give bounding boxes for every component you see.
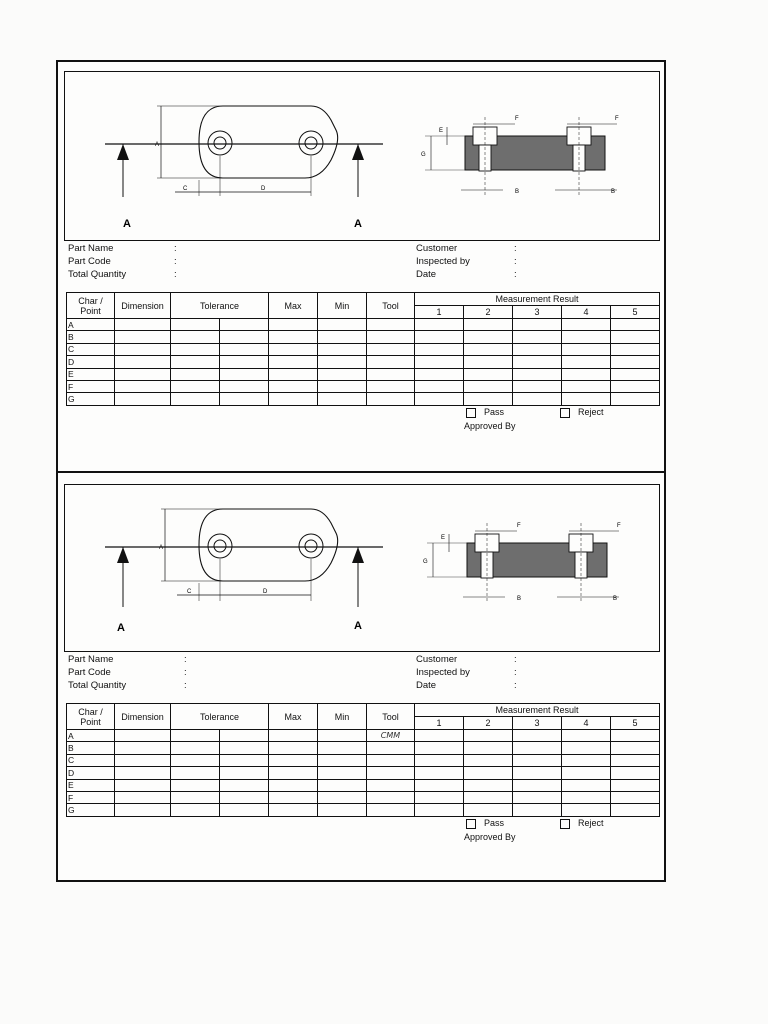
- part-drawing-1: [64, 71, 660, 241]
- header-result-3: 3: [513, 306, 562, 319]
- customer-colon: :: [514, 243, 517, 254]
- header-tool: Tool: [367, 704, 415, 730]
- pass-checkbox[interactable]: [466, 408, 476, 418]
- result-cell[interactable]: [415, 380, 464, 392]
- customer-label: Customer: [416, 654, 458, 665]
- reject-label: Reject: [578, 818, 604, 828]
- dim-label-f-1: F: [517, 523, 521, 529]
- dimension-cell[interactable]: [115, 356, 171, 368]
- result-cell[interactable]: [415, 742, 464, 754]
- result-cell[interactable]: [415, 754, 464, 766]
- tool-cell[interactable]: CMM: [367, 730, 415, 742]
- min-cell[interactable]: [318, 767, 367, 779]
- dim-label-e: E: [441, 535, 446, 541]
- dimension-cell[interactable]: [115, 380, 171, 392]
- point-cell: B: [67, 331, 115, 343]
- tolerance-cell[interactable]: [220, 804, 269, 816]
- pass-label: Pass: [484, 818, 505, 828]
- min-cell[interactable]: [318, 393, 367, 405]
- part-code-label: Part Code: [68, 667, 111, 678]
- result-cell[interactable]: [513, 767, 562, 779]
- result-cell[interactable]: [562, 767, 611, 779]
- result-cell[interactable]: [464, 331, 513, 343]
- date-colon: :: [514, 269, 517, 280]
- result-cell[interactable]: [611, 368, 660, 380]
- tool-cell[interactable]: [367, 742, 415, 754]
- dim-label-a: A: [155, 142, 160, 148]
- inspected-by-colon: :: [514, 667, 517, 678]
- result-cell[interactable]: [562, 393, 611, 405]
- total-quantity-label: Total Quantity: [68, 269, 127, 280]
- pass-checkbox[interactable]: [466, 819, 476, 829]
- max-cell[interactable]: [269, 331, 318, 343]
- tool-cell[interactable]: [367, 368, 415, 380]
- customer-label: Customer: [416, 243, 458, 254]
- customer-colon: :: [514, 654, 517, 665]
- header-char-point: Char / Point: [67, 704, 115, 730]
- result-cell[interactable]: [415, 356, 464, 368]
- result-cell[interactable]: [611, 380, 660, 392]
- min-cell[interactable]: [318, 380, 367, 392]
- tool-cell[interactable]: [367, 380, 415, 392]
- tool-cell[interactable]: [367, 356, 415, 368]
- decision-area-2: [466, 818, 626, 848]
- tool-cell[interactable]: [367, 343, 415, 355]
- min-cell[interactable]: [318, 343, 367, 355]
- result-cell[interactable]: [513, 393, 562, 405]
- min-cell[interactable]: [318, 331, 367, 343]
- result-cell[interactable]: [562, 730, 611, 742]
- section-mark-left: A: [123, 218, 131, 230]
- tolerance-cell[interactable]: [171, 393, 220, 405]
- drawing-svg-1: [65, 72, 661, 242]
- point-cell: D: [67, 767, 115, 779]
- min-cell[interactable]: [318, 791, 367, 803]
- approved-by-label: Approved By: [464, 832, 516, 842]
- dimension-cell[interactable]: [115, 368, 171, 380]
- result-cell[interactable]: [611, 767, 660, 779]
- result-cell[interactable]: [611, 779, 660, 791]
- part-info-left-2: [68, 653, 368, 695]
- result-cell[interactable]: [415, 730, 464, 742]
- result-cell[interactable]: [562, 791, 611, 803]
- tolerance-cell[interactable]: [171, 767, 220, 779]
- result-cell[interactable]: [611, 393, 660, 405]
- min-cell[interactable]: [318, 742, 367, 754]
- tolerance-cell[interactable]: [220, 356, 269, 368]
- total-quantity-colon: :: [184, 680, 187, 691]
- section-mark-right: A: [354, 620, 362, 632]
- point-cell: E: [67, 368, 115, 380]
- header-result-2: 2: [464, 306, 513, 319]
- tolerance-cell[interactable]: [171, 779, 220, 791]
- dim-label-g: G: [421, 152, 426, 158]
- tolerance-cell[interactable]: [220, 791, 269, 803]
- max-cell[interactable]: [269, 742, 318, 754]
- result-cell[interactable]: [513, 730, 562, 742]
- point-cell: F: [67, 791, 115, 803]
- reject-checkbox[interactable]: [560, 819, 570, 829]
- table-row: [67, 319, 660, 331]
- part-drawing-2: [64, 484, 660, 652]
- header-tolerance: Tolerance: [171, 704, 269, 730]
- result-cell[interactable]: [464, 393, 513, 405]
- result-cell[interactable]: [562, 331, 611, 343]
- result-cell[interactable]: [611, 343, 660, 355]
- decision-area-1: [466, 407, 626, 437]
- section-mark-left: A: [117, 622, 125, 634]
- point-cell: F: [67, 380, 115, 392]
- min-cell[interactable]: [318, 754, 367, 766]
- header-result-5: 5: [611, 306, 660, 319]
- point-cell: E: [67, 779, 115, 791]
- date-label: Date: [416, 680, 437, 691]
- tool-cell[interactable]: [367, 331, 415, 343]
- point-cell: C: [67, 343, 115, 355]
- total-quantity-colon: :: [174, 269, 177, 280]
- date-colon: :: [514, 680, 517, 691]
- header-min: Min: [318, 704, 367, 730]
- result-cell[interactable]: [562, 343, 611, 355]
- table-row: [67, 779, 660, 791]
- header-result-4: 4: [562, 306, 611, 319]
- point-cell: C: [67, 754, 115, 766]
- tool-cell[interactable]: [367, 319, 415, 331]
- max-cell[interactable]: [269, 730, 318, 742]
- min-cell[interactable]: [318, 804, 367, 816]
- result-cell[interactable]: [513, 356, 562, 368]
- tolerance-cell[interactable]: [171, 742, 220, 754]
- inspected-by-label: Inspected by: [416, 256, 470, 267]
- point-cell: G: [67, 804, 115, 816]
- header-result-5: 5: [611, 717, 660, 730]
- tolerance-cell[interactable]: [220, 343, 269, 355]
- total-quantity-label: Total Quantity: [68, 680, 127, 691]
- result-cell[interactable]: [415, 343, 464, 355]
- result-cell[interactable]: [611, 331, 660, 343]
- result-cell[interactable]: [464, 319, 513, 331]
- tolerance-cell[interactable]: [171, 754, 220, 766]
- max-cell[interactable]: [269, 356, 318, 368]
- min-cell[interactable]: [318, 319, 367, 331]
- inspected-by-label: Inspected by: [416, 667, 470, 678]
- dim-label-a: A: [159, 545, 164, 551]
- result-cell[interactable]: [415, 767, 464, 779]
- part-name-colon: :: [184, 654, 187, 665]
- dimension-cell[interactable]: [115, 393, 171, 405]
- result-cell[interactable]: [464, 343, 513, 355]
- reject-label: Reject: [578, 407, 604, 417]
- header-result-1: 1: [415, 306, 464, 319]
- result-cell[interactable]: [415, 393, 464, 405]
- tolerance-cell[interactable]: [171, 343, 220, 355]
- table-row: [67, 393, 660, 405]
- result-cell[interactable]: [611, 754, 660, 766]
- dim-label-d: D: [263, 589, 268, 595]
- max-cell[interactable]: [269, 343, 318, 355]
- dimension-cell[interactable]: [115, 331, 171, 343]
- header-result-4: 4: [562, 717, 611, 730]
- table-row: [67, 742, 660, 754]
- table-row: [67, 380, 660, 392]
- dimension-cell[interactable]: [115, 779, 171, 791]
- max-cell[interactable]: [269, 791, 318, 803]
- drawing-svg-2: [65, 485, 661, 653]
- inspected-by-colon: :: [514, 256, 517, 267]
- min-cell[interactable]: [318, 730, 367, 742]
- result-cell[interactable]: [513, 779, 562, 791]
- tool-cell[interactable]: [367, 804, 415, 816]
- table-row: [67, 804, 660, 816]
- dim-label-d: D: [261, 186, 266, 192]
- result-cell[interactable]: [513, 331, 562, 343]
- result-cell[interactable]: [611, 319, 660, 331]
- dim-label-b-1: B: [517, 596, 522, 602]
- result-cell[interactable]: [562, 368, 611, 380]
- dimension-cell[interactable]: [115, 804, 171, 816]
- tolerance-cell[interactable]: [220, 380, 269, 392]
- result-cell[interactable]: [464, 356, 513, 368]
- result-cell[interactable]: [513, 368, 562, 380]
- result-cell[interactable]: [611, 804, 660, 816]
- result-cell[interactable]: [464, 754, 513, 766]
- dim-label-b-2: B: [613, 596, 618, 602]
- result-cell[interactable]: [513, 319, 562, 331]
- max-cell[interactable]: [269, 319, 318, 331]
- tolerance-cell[interactable]: [220, 319, 269, 331]
- measurement-table-2: [66, 703, 660, 817]
- part-name-colon: :: [174, 243, 177, 254]
- tool-cell[interactable]: [367, 767, 415, 779]
- header-max: Max: [269, 293, 318, 319]
- result-cell[interactable]: [464, 730, 513, 742]
- min-cell[interactable]: [318, 779, 367, 791]
- result-cell[interactable]: [513, 804, 562, 816]
- result-cell[interactable]: [562, 319, 611, 331]
- result-cell[interactable]: [415, 804, 464, 816]
- pass-label: Pass: [484, 407, 505, 417]
- result-cell[interactable]: [513, 791, 562, 803]
- tolerance-cell[interactable]: [220, 730, 269, 742]
- result-cell[interactable]: [513, 380, 562, 392]
- tolerance-cell[interactable]: [220, 767, 269, 779]
- part-name-label: Part Name: [68, 243, 114, 254]
- tool-cell[interactable]: [367, 393, 415, 405]
- dimension-cell[interactable]: [115, 730, 171, 742]
- tolerance-cell[interactable]: [171, 356, 220, 368]
- result-cell[interactable]: [464, 742, 513, 754]
- dim-label-f-2: F: [615, 116, 619, 122]
- reject-checkbox[interactable]: [560, 408, 570, 418]
- dimension-cell[interactable]: [115, 754, 171, 766]
- tolerance-cell[interactable]: [220, 331, 269, 343]
- max-cell[interactable]: [269, 779, 318, 791]
- tolerance-cell[interactable]: [171, 380, 220, 392]
- tool-cell[interactable]: [367, 754, 415, 766]
- max-cell[interactable]: [269, 393, 318, 405]
- header-result-1: 1: [415, 717, 464, 730]
- tolerance-cell[interactable]: [171, 804, 220, 816]
- result-cell[interactable]: [464, 767, 513, 779]
- result-cell[interactable]: [464, 791, 513, 803]
- result-cell[interactable]: [562, 779, 611, 791]
- header-max: Max: [269, 704, 318, 730]
- tolerance-cell[interactable]: [220, 779, 269, 791]
- tool-cell[interactable]: [367, 779, 415, 791]
- dimension-cell[interactable]: [115, 791, 171, 803]
- inspection-form-2: [58, 473, 664, 883]
- point-cell: A: [67, 319, 115, 331]
- result-cell[interactable]: [513, 742, 562, 754]
- max-cell[interactable]: [269, 380, 318, 392]
- result-cell[interactable]: [464, 804, 513, 816]
- point-cell: D: [67, 356, 115, 368]
- result-cell[interactable]: [562, 754, 611, 766]
- dimension-cell[interactable]: [115, 742, 171, 754]
- result-cell[interactable]: [562, 742, 611, 754]
- tolerance-cell[interactable]: [171, 791, 220, 803]
- header-measurement-result: Measurement Result: [415, 293, 660, 306]
- part-code-colon: :: [184, 667, 187, 678]
- part-info-right-2: [416, 653, 616, 695]
- header-tolerance: Tolerance: [171, 293, 269, 319]
- point-cell: B: [67, 742, 115, 754]
- dim-label-b-1: B: [515, 189, 520, 195]
- tolerance-cell[interactable]: [220, 393, 269, 405]
- header-tool: Tool: [367, 293, 415, 319]
- result-cell[interactable]: [562, 804, 611, 816]
- min-cell[interactable]: [318, 356, 367, 368]
- tolerance-cell[interactable]: [171, 331, 220, 343]
- header-char-point: Char / Point: [67, 293, 115, 319]
- result-cell[interactable]: [415, 319, 464, 331]
- max-cell[interactable]: [269, 368, 318, 380]
- tool-cell[interactable]: [367, 791, 415, 803]
- header-result-3: 3: [513, 717, 562, 730]
- result-cell[interactable]: [415, 791, 464, 803]
- dim-label-c: C: [187, 589, 192, 595]
- section-mark-right: A: [354, 218, 362, 230]
- result-cell[interactable]: [562, 380, 611, 392]
- tolerance-cell[interactable]: [171, 319, 220, 331]
- min-cell[interactable]: [318, 368, 367, 380]
- measurement-table-1: [66, 292, 660, 406]
- part-code-colon: :: [174, 256, 177, 267]
- result-cell[interactable]: [513, 754, 562, 766]
- max-cell[interactable]: [269, 804, 318, 816]
- tolerance-cell[interactable]: [171, 730, 220, 742]
- result-cell[interactable]: [464, 380, 513, 392]
- table-row: [67, 343, 660, 355]
- result-cell[interactable]: [464, 779, 513, 791]
- result-cell[interactable]: [611, 730, 660, 742]
- point-cell: A: [67, 730, 115, 742]
- header-dimension: Dimension: [115, 704, 171, 730]
- result-cell[interactable]: [464, 368, 513, 380]
- result-cell[interactable]: [611, 742, 660, 754]
- dimension-cell[interactable]: [115, 319, 171, 331]
- table-row: [67, 754, 660, 766]
- part-info-left-1: [68, 242, 368, 284]
- result-cell[interactable]: [415, 368, 464, 380]
- date-label: Date: [416, 269, 437, 280]
- dimension-cell[interactable]: [115, 343, 171, 355]
- approved-by-label: Approved By: [464, 421, 516, 431]
- header-dimension: Dimension: [115, 293, 171, 319]
- result-cell[interactable]: [513, 343, 562, 355]
- part-name-label: Part Name: [68, 654, 114, 665]
- result-cell[interactable]: [415, 331, 464, 343]
- table-row: [67, 356, 660, 368]
- tolerance-cell[interactable]: [220, 754, 269, 766]
- header-min: Min: [318, 293, 367, 319]
- table-row: [67, 368, 660, 380]
- part-code-label: Part Code: [68, 256, 111, 267]
- dim-label-f-1: F: [515, 116, 519, 122]
- table-row: [67, 767, 660, 779]
- dim-label-f-2: F: [617, 523, 621, 529]
- result-cell[interactable]: [562, 356, 611, 368]
- table-row: [67, 331, 660, 343]
- point-cell: G: [67, 393, 115, 405]
- table-row: [67, 791, 660, 803]
- dim-label-b-2: B: [611, 189, 616, 195]
- result-cell[interactable]: [611, 791, 660, 803]
- result-cell[interactable]: [415, 779, 464, 791]
- dim-label-c: C: [183, 186, 188, 192]
- tolerance-cell[interactable]: [220, 368, 269, 380]
- table-row: [67, 730, 660, 742]
- inspection-form-1: [58, 62, 664, 472]
- part-info-right-1: [416, 242, 616, 284]
- tolerance-cell[interactable]: [171, 368, 220, 380]
- inspection-sheet: [56, 60, 666, 882]
- dimension-cell[interactable]: [115, 767, 171, 779]
- tolerance-cell[interactable]: [220, 742, 269, 754]
- dim-label-e: E: [439, 128, 444, 134]
- dim-label-g: G: [423, 559, 428, 565]
- header-result-2: 2: [464, 717, 513, 730]
- result-cell[interactable]: [611, 356, 660, 368]
- max-cell[interactable]: [269, 767, 318, 779]
- header-measurement-result: Measurement Result: [415, 704, 660, 717]
- max-cell[interactable]: [269, 754, 318, 766]
